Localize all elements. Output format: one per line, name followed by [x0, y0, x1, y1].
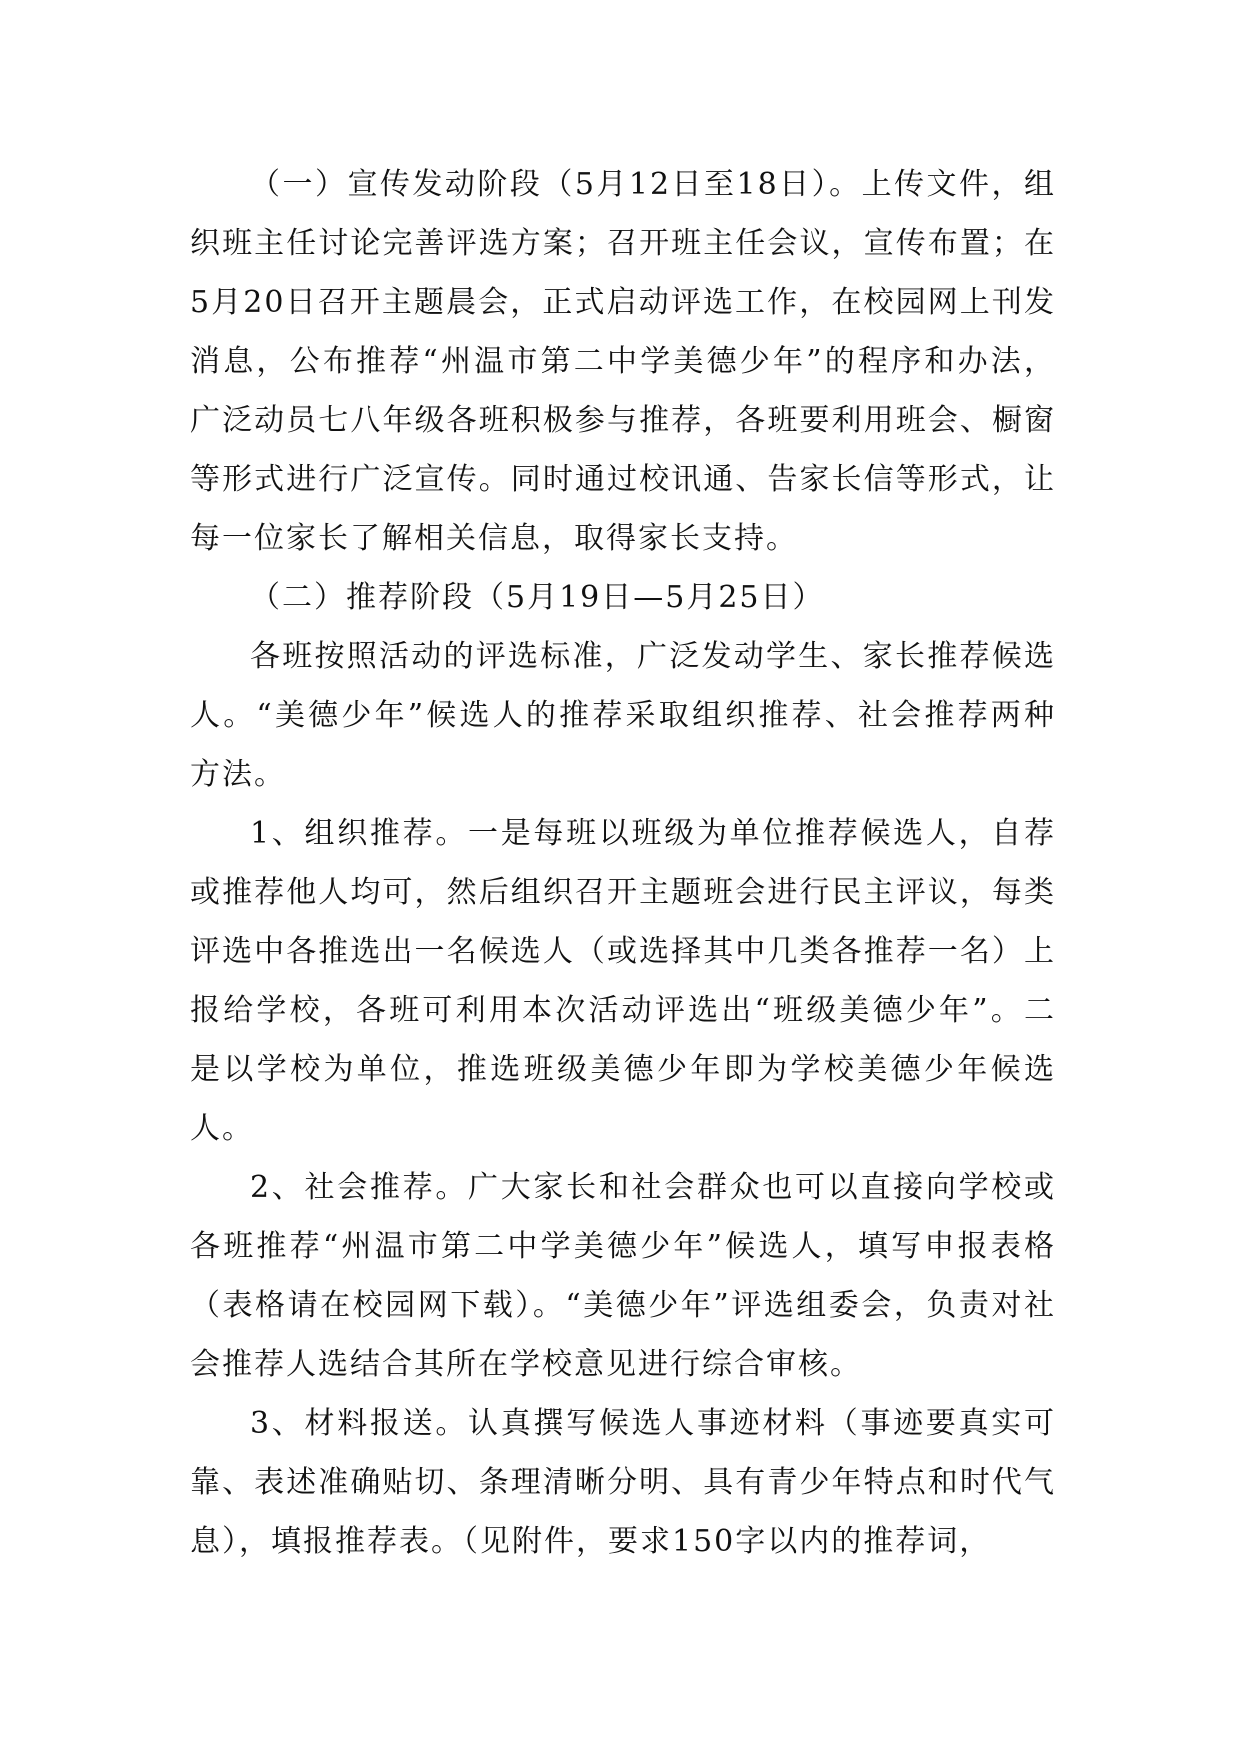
paragraph-recommendation-methods: 各班按照活动的评选标准，广泛发动学生、家长推荐候选人。“美德少年”候选人的推荐采取组织推荐、社会推荐两种方法。	[190, 639, 1056, 792]
paragraph-social-recommendation: 2、社会推荐。广大家长和社会群众也可以直接向学校或各班推荐“州温市第二中学美德少年”候选人，填写申报表格（表格请在校园网下载）。“美德少年”评选组委会，负责对社会推荐人选结合其所在学校意见进行综合审核。	[190, 1170, 1056, 1382]
paragraph-organization-recommendation: 1、组织推荐。一是每班以班级为单位推荐候选人，自荐或推荐他人均可，然后组织召开主题班会进行民主评议，每类评选中各推选出一名候选人（或选择其中几类各推荐一名）上报给学校，各班可利用本次活动评选出“班级美德少年”。二是以学校为单位，推选班级美德少年即为学校美德少年候选人。	[190, 816, 1056, 1146]
paragraph-recommendation-stage-heading: （二）推荐阶段（5月19日—5月25日）	[250, 580, 825, 615]
paragraph-publicity-stage: （一）宣传发动阶段（5月12日至18日）。上传文件，组织班主任讨论完善评选方案；召开班主任会议，宣传布置；在5月20日召开主题晨会，正式启动评选工作，在校园网上刊发消息，公布推荐“州温市第二中学美德少年”的程序和办法，广泛动员七八年级各班积极参与推荐，各班要利用班会、橱窗等形式进行广泛宣传。同时通过校讯通、告家长信等形式，让每一位家长了解相关信息，取得家长支持。	[190, 167, 1056, 556]
document-body	[190, 155, 1056, 1571]
paragraph-material-submission: 3、材料报送。认真撰写候选人事迹材料（事迹要真实可靠、表述准确贴切、条理清晰分明、具有青少年特点和时代气息），填报推荐表。（见附件，要求150字以内的推荐词，	[190, 1406, 1056, 1559]
